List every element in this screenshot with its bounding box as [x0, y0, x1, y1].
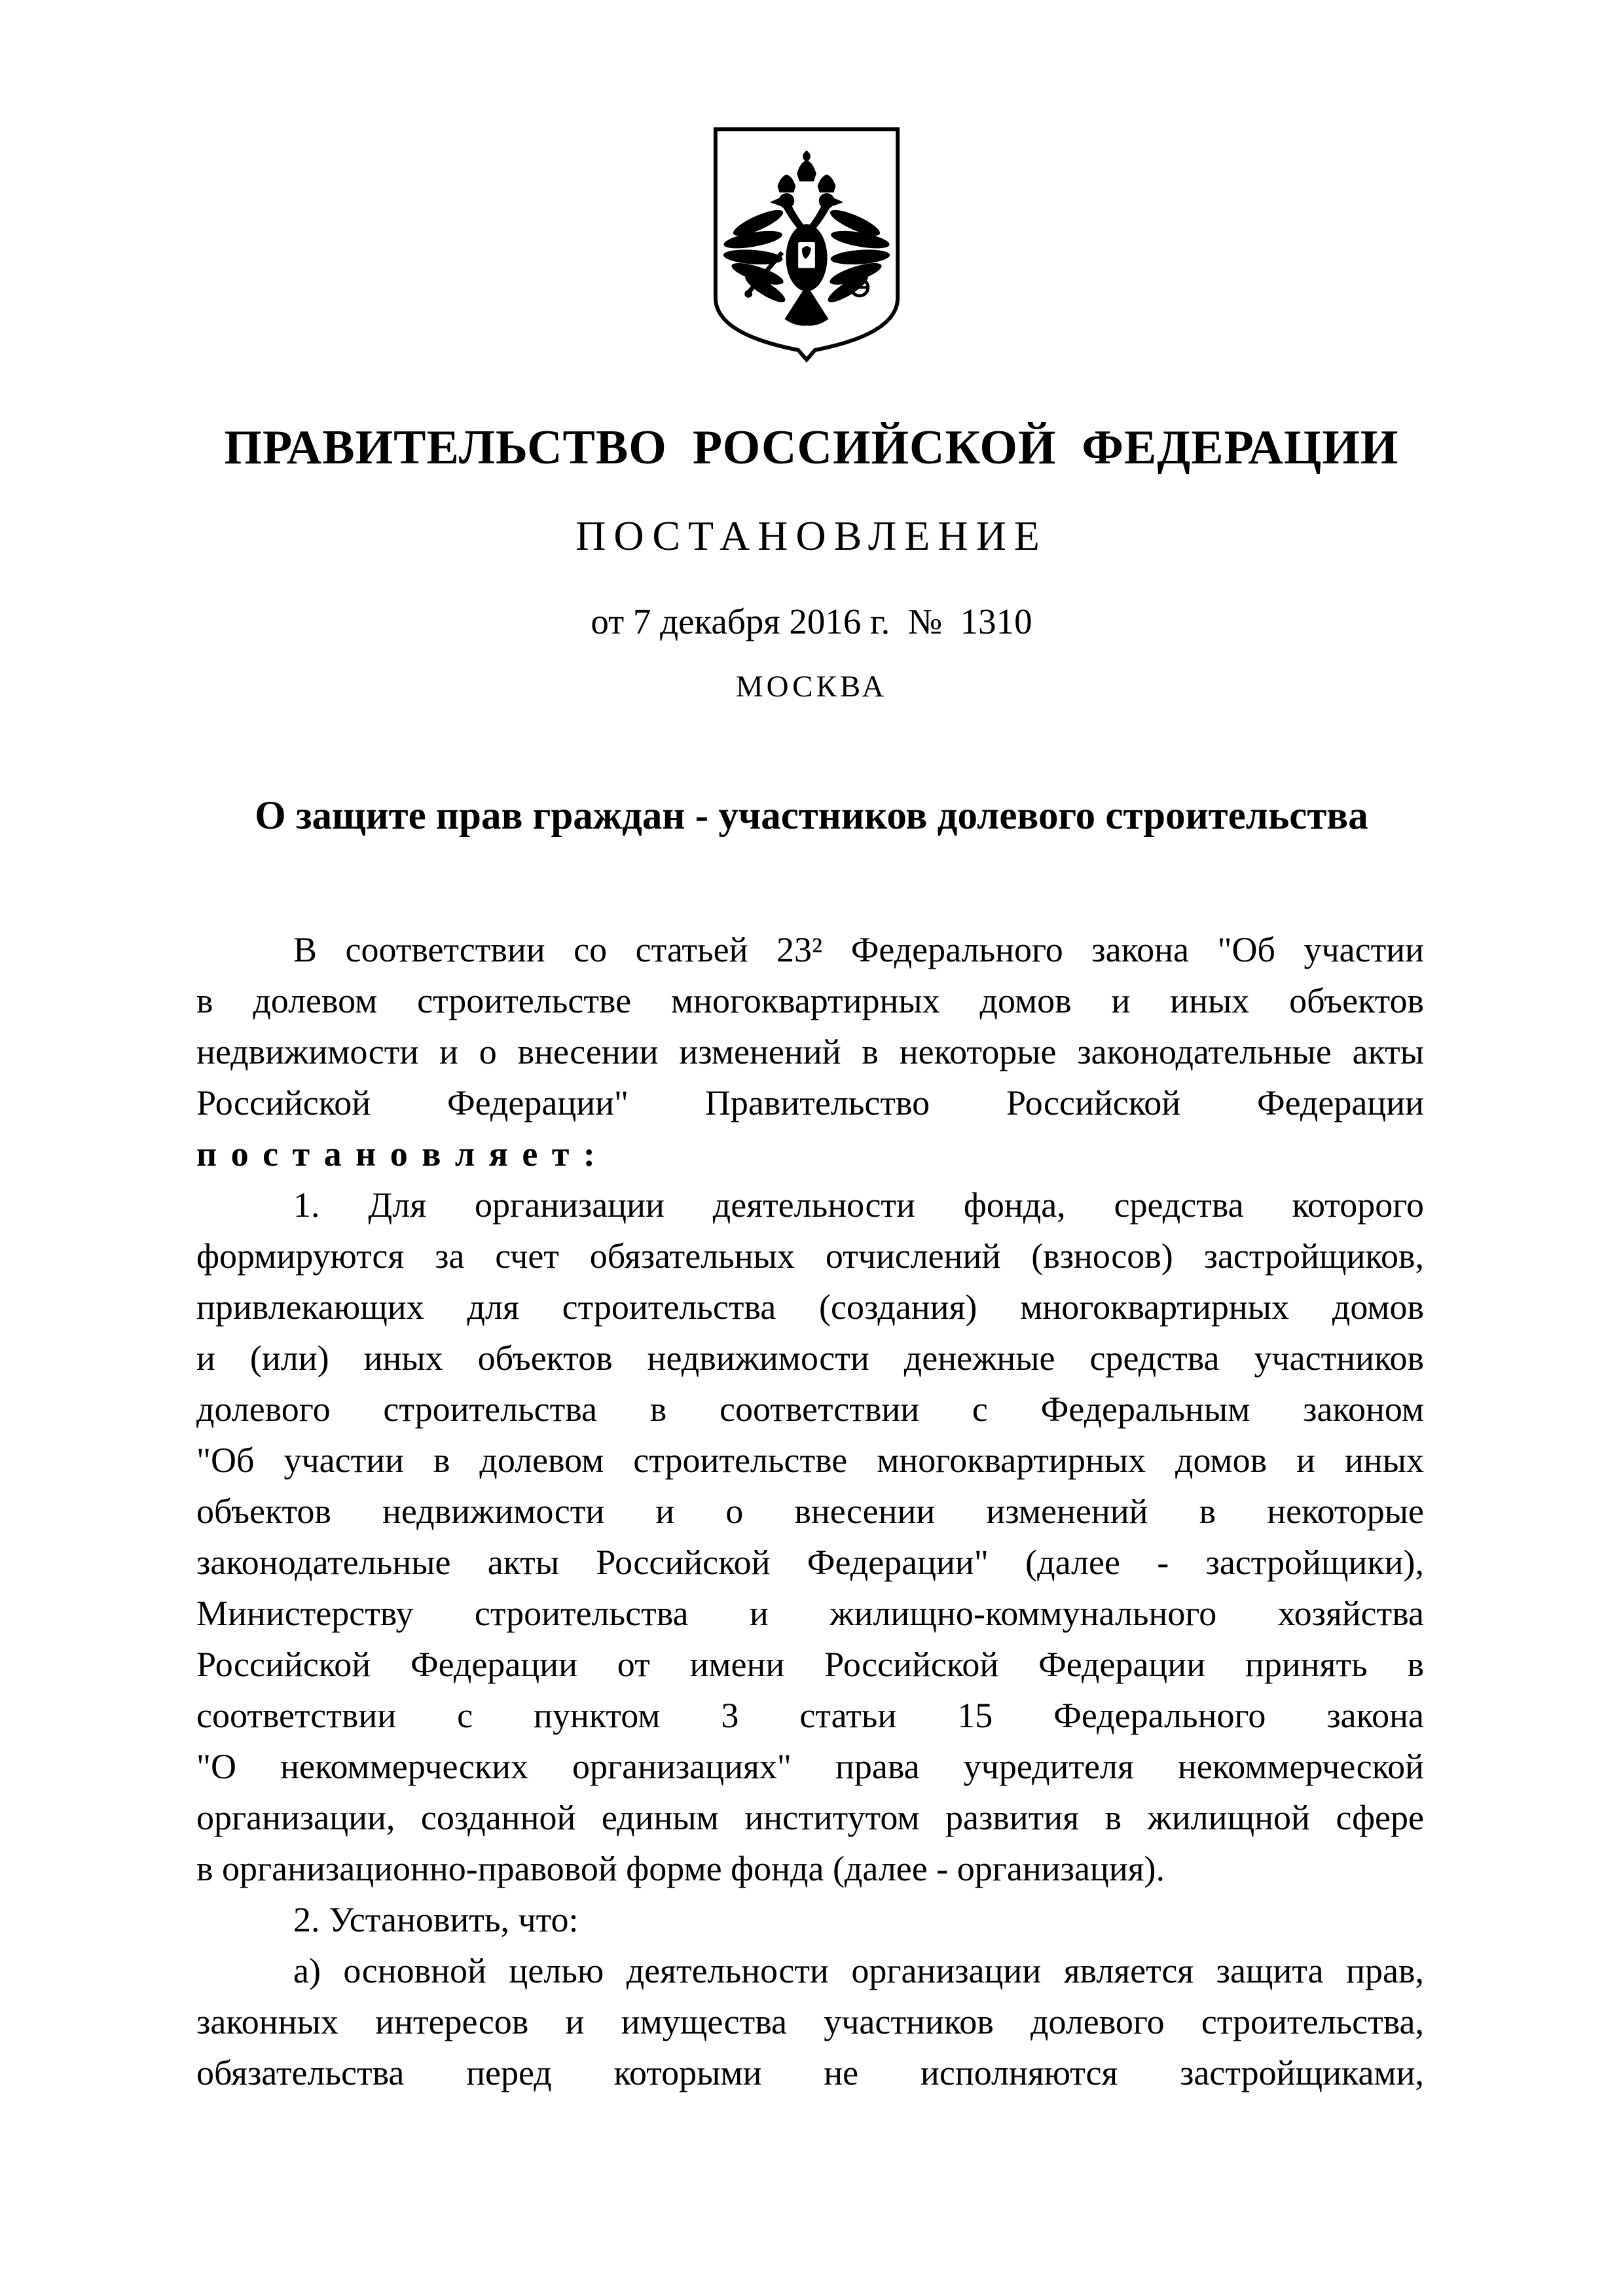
- body-line: привлекающих для строительства (создания) многоквартирных домов: [196, 1287, 1424, 1327]
- body-line: "О некоммерческих организациях" права учредителя некоммерческой: [196, 1747, 1424, 1786]
- city-label: МОСКВА: [735, 670, 888, 704]
- date-number-line: от 7 декабря 2016 г. № 1310: [591, 601, 1032, 641]
- document-title: О защите прав граждан - участников долевого строительства: [255, 794, 1368, 838]
- body-line: "Об участии в долевом строительстве многоквартирных домов и иных: [196, 1441, 1424, 1480]
- body-line: 1. Для организации деятельности фонда, средства которого: [293, 1185, 1424, 1225]
- body-line: Министерству строительства и жилищно-коммунального хозяйства: [196, 1594, 1424, 1633]
- body-paragraph: [196, 1894, 1424, 1945]
- body-line: объектов недвижимости и о внесении изменений в некоторые: [196, 1492, 1424, 1531]
- body-line: организации, созданной единым институтом развития в жилищной сфере: [196, 1798, 1424, 1837]
- body-line: а) основной целью деятельности организации является защита прав,: [293, 1951, 1424, 1990]
- body-line: Российской Федерации" Правительство Российской Федерации: [196, 1083, 1424, 1122]
- body-line: формируются за счет обязательных отчислений (взносов) застройщиков,: [196, 1236, 1424, 1276]
- body-paragraph: [196, 1945, 1424, 2098]
- body-line: 2. Установить, что:: [293, 1900, 579, 1939]
- document-type-heading: ПОСТАНОВЛЕНИЕ: [575, 512, 1048, 559]
- document-body: [196, 924, 1424, 2098]
- body-paragraph: [196, 1179, 1424, 1894]
- body-line: законных интересов и имущества участников долевого строительства,: [196, 2002, 1424, 2041]
- coat-of-arms-icon: [710, 123, 903, 367]
- body-line: долевого строительства в соответствии с Федеральным законом: [196, 1390, 1424, 1429]
- body-line: законодательные акты Российской Федерации" (далее - застройщики),: [196, 1543, 1424, 1582]
- body-line: соответствии с пунктом 3 статьи 15 Федерального закона: [196, 1696, 1424, 1735]
- body-line: обязательства перед которыми не исполняются застройщиками,: [196, 2053, 1424, 2092]
- body-line: В соответствии со статьей 23² Федерального закона "Об участии: [293, 930, 1424, 969]
- body-line: в организационно-правовой форме фонда (далее - организация).: [196, 1849, 1165, 1888]
- body-paragraph: [196, 924, 1424, 1179]
- body-line: и (или) иных объектов недвижимости денежные средства участников: [196, 1338, 1424, 1378]
- body-line: п о с т а н о в л я е т :: [196, 1134, 598, 1174]
- body-line: Российской Федерации от имени Российской Федерации принять в: [196, 1645, 1424, 1684]
- body-line: в долевом строительстве многоквартирных домов и иных объектов: [196, 981, 1424, 1020]
- government-name: ПРАВИТЕЛЬСТВО РОССИЙСКОЙ ФЕДЕРАЦИИ: [224, 421, 1399, 475]
- body-line: недвижимости и о внесении изменений в некоторые законодательные акты: [196, 1032, 1424, 1071]
